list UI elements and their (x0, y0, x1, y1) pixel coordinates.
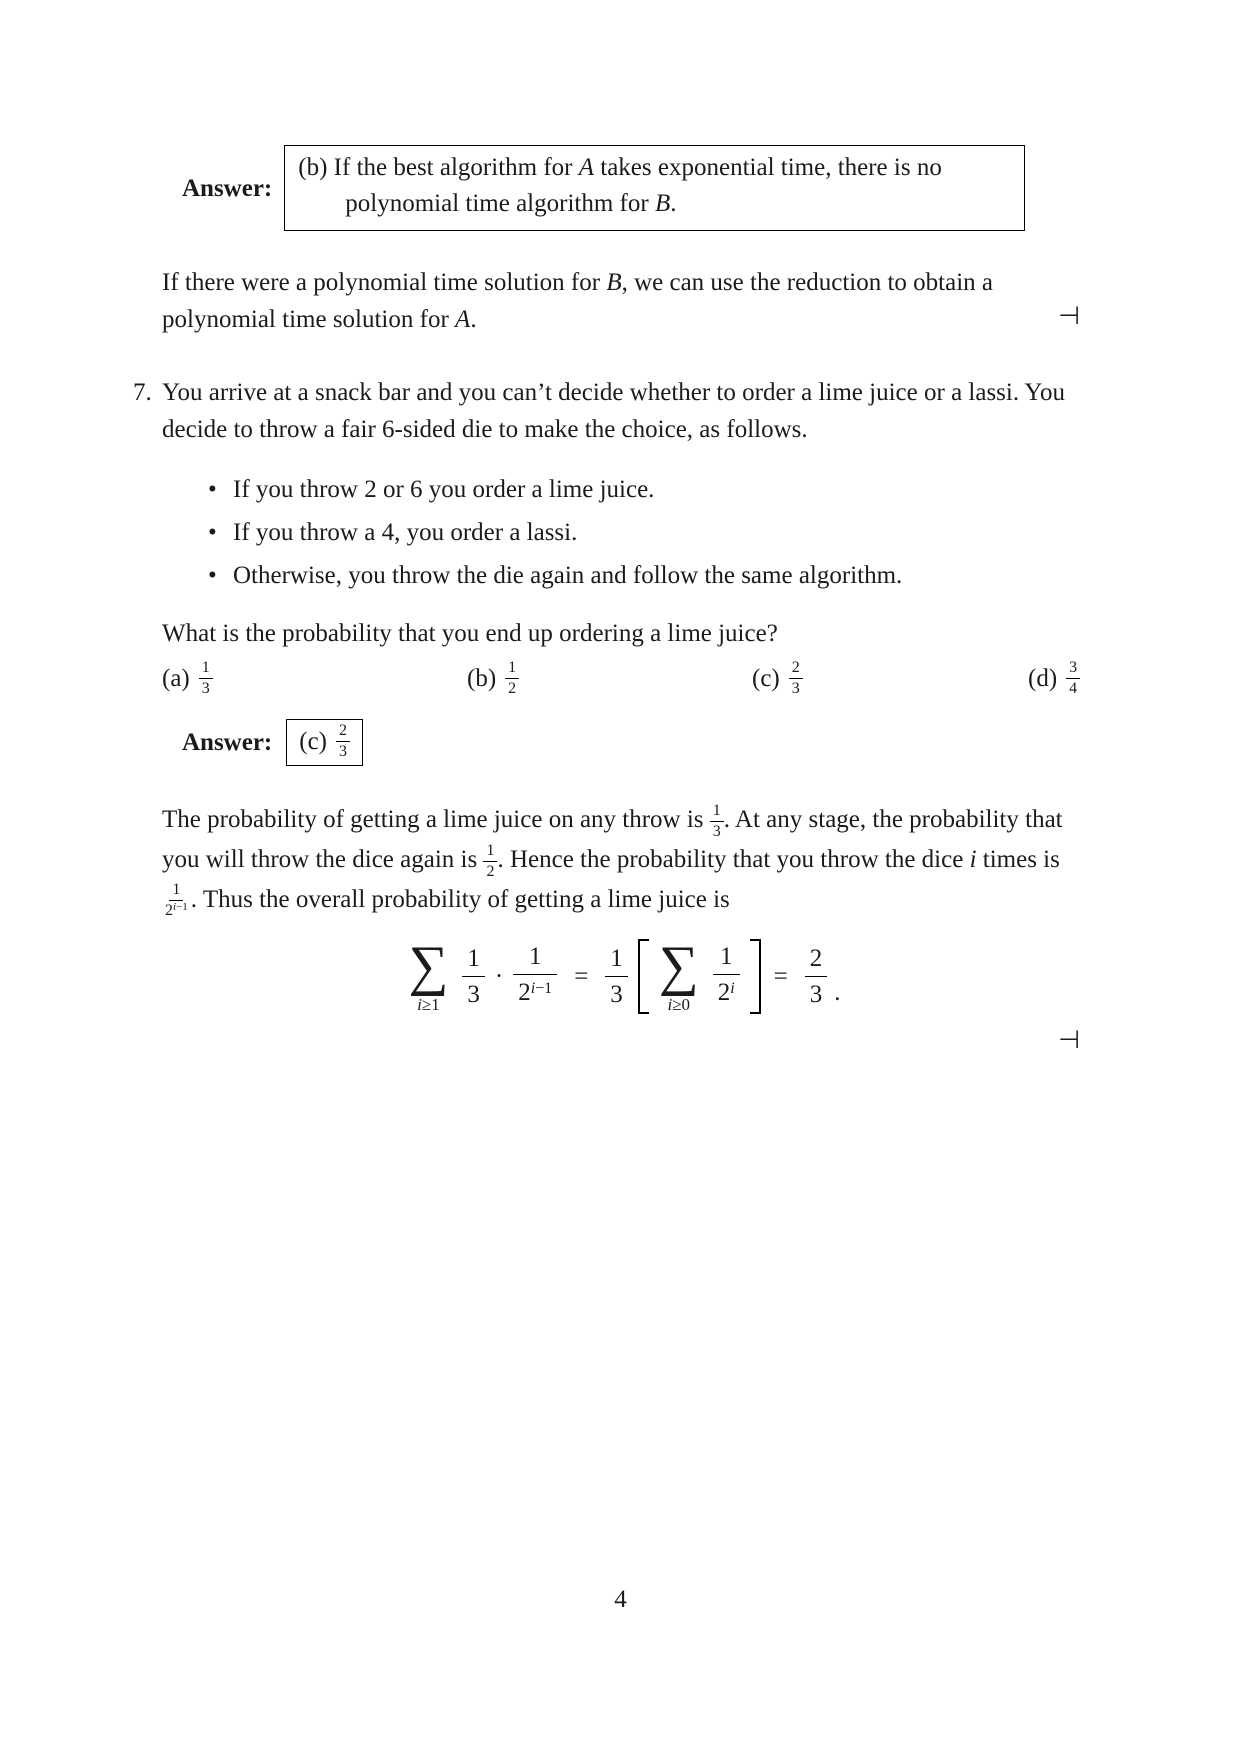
bullet-text: If you throw 2 or 6 you order a lime juice. (233, 476, 655, 503)
sigma-operator: ∑ (408, 934, 449, 997)
bullet-text: If you throw a 4, you order a lassi. (233, 519, 578, 546)
solution-text: . At any stage, the probability that you will throw the dice again is (162, 806, 1063, 873)
remark-text: . (470, 306, 477, 333)
fraction-denominator: 3 (791, 680, 800, 697)
fraction-denominator: 2 (508, 680, 517, 697)
fraction (483, 842, 497, 881)
fraction-denominator: 4 (1069, 680, 1078, 697)
option-label: (b) (467, 665, 497, 692)
power-base: 2 (717, 979, 731, 1007)
fraction-numerator: 1 (169, 881, 183, 901)
answer-box (284, 145, 1025, 231)
summation (658, 934, 699, 1014)
question-body (162, 374, 1080, 1059)
question-7 (133, 374, 1080, 1059)
math-var-B: B (606, 269, 622, 296)
fraction-numerator: 1 (199, 659, 213, 679)
remark-text: , we can use the reduction to obtain a polynomial time solution for (162, 269, 993, 333)
fraction-denominator (713, 975, 740, 1009)
bullet-text: Otherwise, you throw the die again and follow the same algorithm. (233, 562, 903, 589)
summation-limits (667, 996, 690, 1014)
bullet-icon: • (208, 476, 217, 503)
period: . (834, 978, 841, 1006)
option-b (467, 659, 519, 698)
solution-text: times is (976, 845, 1060, 873)
fraction-numerator: 2 (809, 944, 823, 972)
fraction (789, 659, 803, 698)
fraction-denominator (162, 901, 191, 921)
fraction-with-exponent (513, 943, 557, 1009)
equals-sign: = (574, 962, 589, 990)
answer-text: takes exponential time, there is no (594, 154, 942, 181)
fraction-numerator: 1 (710, 802, 724, 822)
fraction (1066, 659, 1080, 698)
power-exponent (173, 901, 188, 913)
question-prompt: What is the probability that you end up ordering a lime juice? (162, 620, 778, 647)
answer-label: Answer: (182, 174, 273, 202)
math-var-i: i (667, 994, 673, 1014)
answer-block-q7 (162, 719, 1080, 766)
solution-text: The probability of getting a lime juice on any throw is (162, 806, 710, 833)
option-a (162, 659, 213, 698)
solution-text: . Hence the probability that you throw the dice (497, 845, 970, 873)
fraction-numerator: 1 (505, 659, 519, 679)
bullet-icon: • (208, 519, 217, 546)
exponent-rest: −1 (176, 900, 188, 913)
solution-text: . Thus the overall probability of getting a lime juice is (190, 885, 730, 913)
fraction-denominator: 3 (201, 680, 210, 697)
fraction (505, 659, 519, 698)
fraction-numerator: 1 (483, 842, 497, 862)
fraction-numerator: 1 (467, 944, 480, 972)
answer-option-label: (c) (299, 728, 328, 755)
math-var-i: i (417, 994, 422, 1014)
question-number: 7. (133, 379, 152, 406)
fraction-numerator: 1 (719, 943, 733, 971)
power-base: 2 (518, 979, 531, 1007)
math-var-A: A (578, 154, 595, 181)
answer-box (286, 719, 363, 766)
right-bracket (750, 939, 761, 1014)
left-bracket (638, 939, 649, 1014)
fraction (805, 945, 828, 1008)
answer-box-line2 (298, 186, 1010, 222)
fraction (462, 945, 485, 1008)
answer-text: (b) If the best algorithm for (298, 154, 579, 181)
math-var-i: i (173, 900, 177, 913)
option-label: (a) (162, 665, 190, 692)
math-var-A: A (455, 306, 471, 333)
answer-text: polynomial time algorithm for (345, 190, 655, 217)
fraction-denominator: 3 (809, 980, 823, 1008)
answer-label: Answer: (182, 729, 273, 756)
fraction-denominator: 3 (339, 743, 348, 760)
sigma-operator: ∑ (658, 934, 699, 997)
remark-text: If there were a polynomial time solution for (162, 269, 607, 296)
qed-symbol: ⊣ (1058, 1026, 1080, 1054)
fraction (199, 659, 213, 698)
summation (408, 934, 449, 1014)
equals-sign: = (773, 962, 788, 990)
fraction-denominator: 2 (486, 862, 495, 880)
fraction-numerator: 3 (1066, 659, 1080, 679)
fraction-numerator: 2 (336, 722, 350, 742)
fraction-with-exponent (162, 881, 191, 921)
fraction-denominator: 3 (467, 980, 480, 1008)
fraction (710, 802, 724, 841)
fraction-with-exponent (713, 943, 740, 1009)
fraction-denominator: 3 (610, 980, 623, 1008)
solution-paragraph (162, 801, 1080, 921)
summation-limits (417, 996, 440, 1014)
math-var-i: i (969, 845, 977, 873)
list-item (162, 471, 1080, 508)
fraction-numerator: 1 (528, 943, 542, 971)
fraction (336, 722, 350, 761)
fraction-denominator: 3 (712, 822, 721, 840)
limit-text: ≥1 (421, 994, 440, 1014)
fraction-numerator: 1 (610, 944, 623, 972)
list-item (162, 557, 1080, 594)
option-label: (c) (752, 665, 780, 692)
option-c (752, 659, 803, 698)
question-intro: You arrive at a snack bar and you can’t decide whether to order a lime juice or a lassi. You decide to throw a fair 6-sided die to make the choice, as follows. (162, 379, 1065, 443)
fraction-numerator: 2 (789, 659, 803, 679)
math-var-B: B (654, 190, 671, 217)
limit-text: ≥0 (672, 994, 691, 1014)
page-content (133, 145, 1080, 1059)
bullet-icon: • (208, 562, 217, 589)
multiplication-dot: · (494, 962, 504, 990)
list-item (162, 514, 1080, 551)
power-base: 2 (165, 901, 173, 919)
options-row (162, 657, 1080, 707)
exponent-rest: −1 (535, 980, 553, 998)
answer-box-line1 (298, 150, 1010, 186)
power-exponent: i (730, 980, 735, 998)
fraction (605, 945, 628, 1008)
power-exponent (531, 980, 552, 997)
remark-paragraph (162, 264, 1080, 338)
option-d (1028, 659, 1080, 698)
math-var-i: i (530, 980, 536, 998)
display-equation (162, 934, 1080, 1014)
answer-block-q6 (162, 145, 1080, 231)
option-label: (d) (1028, 665, 1058, 692)
page-number: 4 (614, 1586, 627, 1613)
answer-text: . (670, 190, 677, 217)
fraction-denominator (513, 975, 557, 1009)
bullet-list (162, 471, 1080, 594)
qed-symbol: ⊣ (1058, 303, 1080, 330)
